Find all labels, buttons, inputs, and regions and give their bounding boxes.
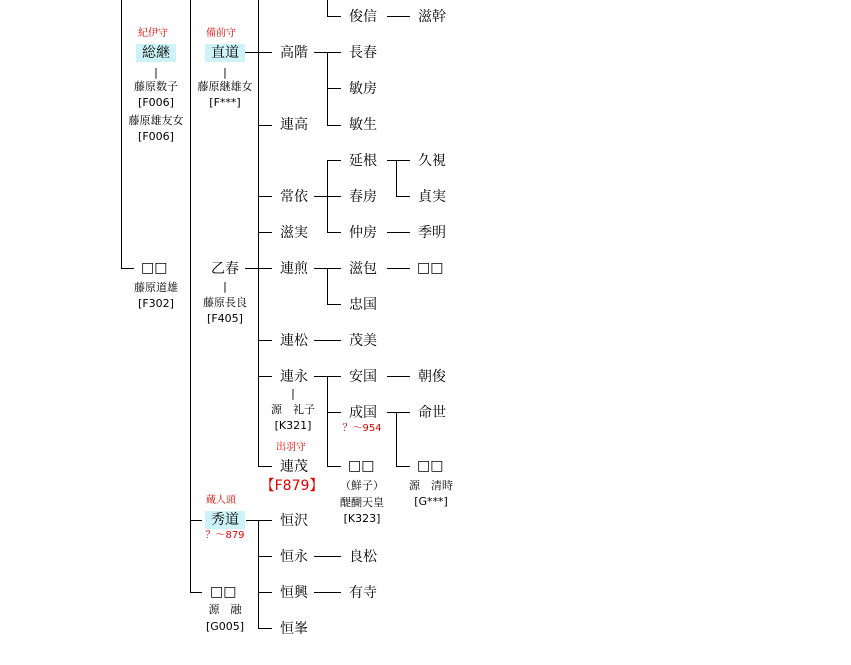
spouse-ref-unknown-5[interactable]: [G005] <box>205 620 245 633</box>
office-tsurashige: 出羽守 <box>276 442 306 453</box>
spouse-unknown-3-a: （鮮子） <box>340 479 384 492</box>
office-naomichi: 備前守 <box>206 28 236 39</box>
connector-tsuranaga: | <box>291 387 295 400</box>
spouse-unknown-3-b: 醍醐天皇 <box>340 496 384 509</box>
person-shigemoto[interactable]: 滋幹 <box>418 9 446 25</box>
person-tsurashige[interactable]: 連茂 <box>280 459 308 475</box>
office-hidemichi: 蔵人頭 <box>206 495 236 506</box>
person-takashina[interactable]: 高階 <box>280 45 308 61</box>
spouse-ref-unknown-3[interactable]: [K323] <box>343 512 381 525</box>
spouse-unknown-1: 藤原道雄 <box>134 281 178 294</box>
link-tsurashige-ref[interactable]: 【F879】 <box>260 478 324 494</box>
person-nagaharu[interactable]: 長春 <box>349 45 377 61</box>
spouse-tsuranaga: 源 礼子 <box>271 403 315 416</box>
office-soukei: 紀伊守 <box>138 28 168 39</box>
person-tsuneoki[interactable]: 恒興 <box>280 585 308 601</box>
spouse-ref-unknown-1[interactable]: [F302] <box>138 297 174 310</box>
person-nakafusa[interactable]: 仲房 <box>349 225 377 241</box>
person-otoharu[interactable]: 乙春 <box>211 261 239 277</box>
person-sueakira[interactable]: 季明 <box>418 225 446 241</box>
spouse-ref-tsuranaga[interactable]: [K321] <box>274 419 312 432</box>
person-tsunemine[interactable]: 恒峯 <box>280 621 308 637</box>
connector-otoharu: | <box>223 280 227 293</box>
spouse-ref-soukei-2[interactable]: [F006] <box>138 130 174 143</box>
person-tsuramatsu[interactable]: 連松 <box>280 333 308 349</box>
person-naomichi[interactable]: 直道 <box>205 44 245 62</box>
person-tsuneyori[interactable]: 常依 <box>280 189 308 205</box>
person-soukei[interactable]: 総継 <box>136 44 176 62</box>
connector-soukei: | <box>154 66 158 79</box>
person-unknown-3[interactable]: □□ <box>348 458 375 474</box>
person-toshinobu[interactable]: 俊信 <box>349 9 377 25</box>
person-tsunezawa[interactable]: 恒沢 <box>280 513 308 529</box>
person-hisami[interactable]: 久視 <box>418 153 446 169</box>
person-yoshimatsu[interactable]: 良松 <box>349 549 377 565</box>
connector-naomichi: | <box>223 66 227 79</box>
person-narikuni[interactable]: 成国 <box>349 405 377 421</box>
spouse-ref-unknown-4[interactable]: [G***] <box>414 495 448 508</box>
person-binbou[interactable]: 敏房 <box>349 81 377 97</box>
person-unknown-4[interactable]: □□ <box>417 458 444 474</box>
person-tsunenaga[interactable]: 恒永 <box>280 549 308 565</box>
person-harufusa[interactable]: 春房 <box>349 189 377 205</box>
person-unknown-1[interactable]: □□ <box>141 260 168 276</box>
spouse-ref-naomichi[interactable]: [F***] <box>209 96 241 109</box>
spouse-soukei-2: 藤原雄友女 <box>128 114 184 127</box>
person-binsei[interactable]: 敏生 <box>349 117 377 133</box>
person-yasukuni[interactable]: 安国 <box>349 369 377 385</box>
person-shigemi[interactable]: 茂美 <box>349 333 377 349</box>
dates-narikuni: ？～954 <box>342 423 382 434</box>
person-meisei[interactable]: 命世 <box>418 405 446 421</box>
spouse-ref-otoharu[interactable]: [F405] <box>207 312 243 325</box>
person-shigezane[interactable]: 滋実 <box>280 225 308 241</box>
dates-hidemichi: ？～879 <box>205 530 245 541</box>
person-shigekane[interactable]: 滋包 <box>349 261 377 277</box>
spouse-naomichi: 藤原継雄女 <box>197 80 253 93</box>
person-sadazane[interactable]: 貞実 <box>418 189 446 205</box>
person-unknown-2[interactable]: □□ <box>417 260 444 276</box>
spouse-ref-soukei-1[interactable]: [F006] <box>138 96 174 109</box>
person-tadakuni[interactable]: 忠国 <box>349 297 377 313</box>
person-nobumoto[interactable]: 延根 <box>349 153 377 169</box>
person-hidemichi[interactable]: 秀道 <box>205 511 245 529</box>
person-unknown-5[interactable]: □□ <box>210 584 237 600</box>
spouse-otoharu: 藤原長良 <box>203 296 247 309</box>
spouse-soukei-1: 藤原数子 <box>134 80 178 93</box>
person-tsuranaga[interactable]: 連永 <box>280 369 308 385</box>
spouse-unknown-5: 源 融 <box>208 603 242 616</box>
person-tsuranori[interactable]: 連煎 <box>280 261 308 277</box>
person-rentaka[interactable]: 連高 <box>280 117 308 133</box>
person-ariteru[interactable]: 有寺 <box>349 585 377 601</box>
person-tomotoshi[interactable]: 朝俊 <box>418 369 446 385</box>
spouse-unknown-4: 源 清時 <box>409 479 453 492</box>
